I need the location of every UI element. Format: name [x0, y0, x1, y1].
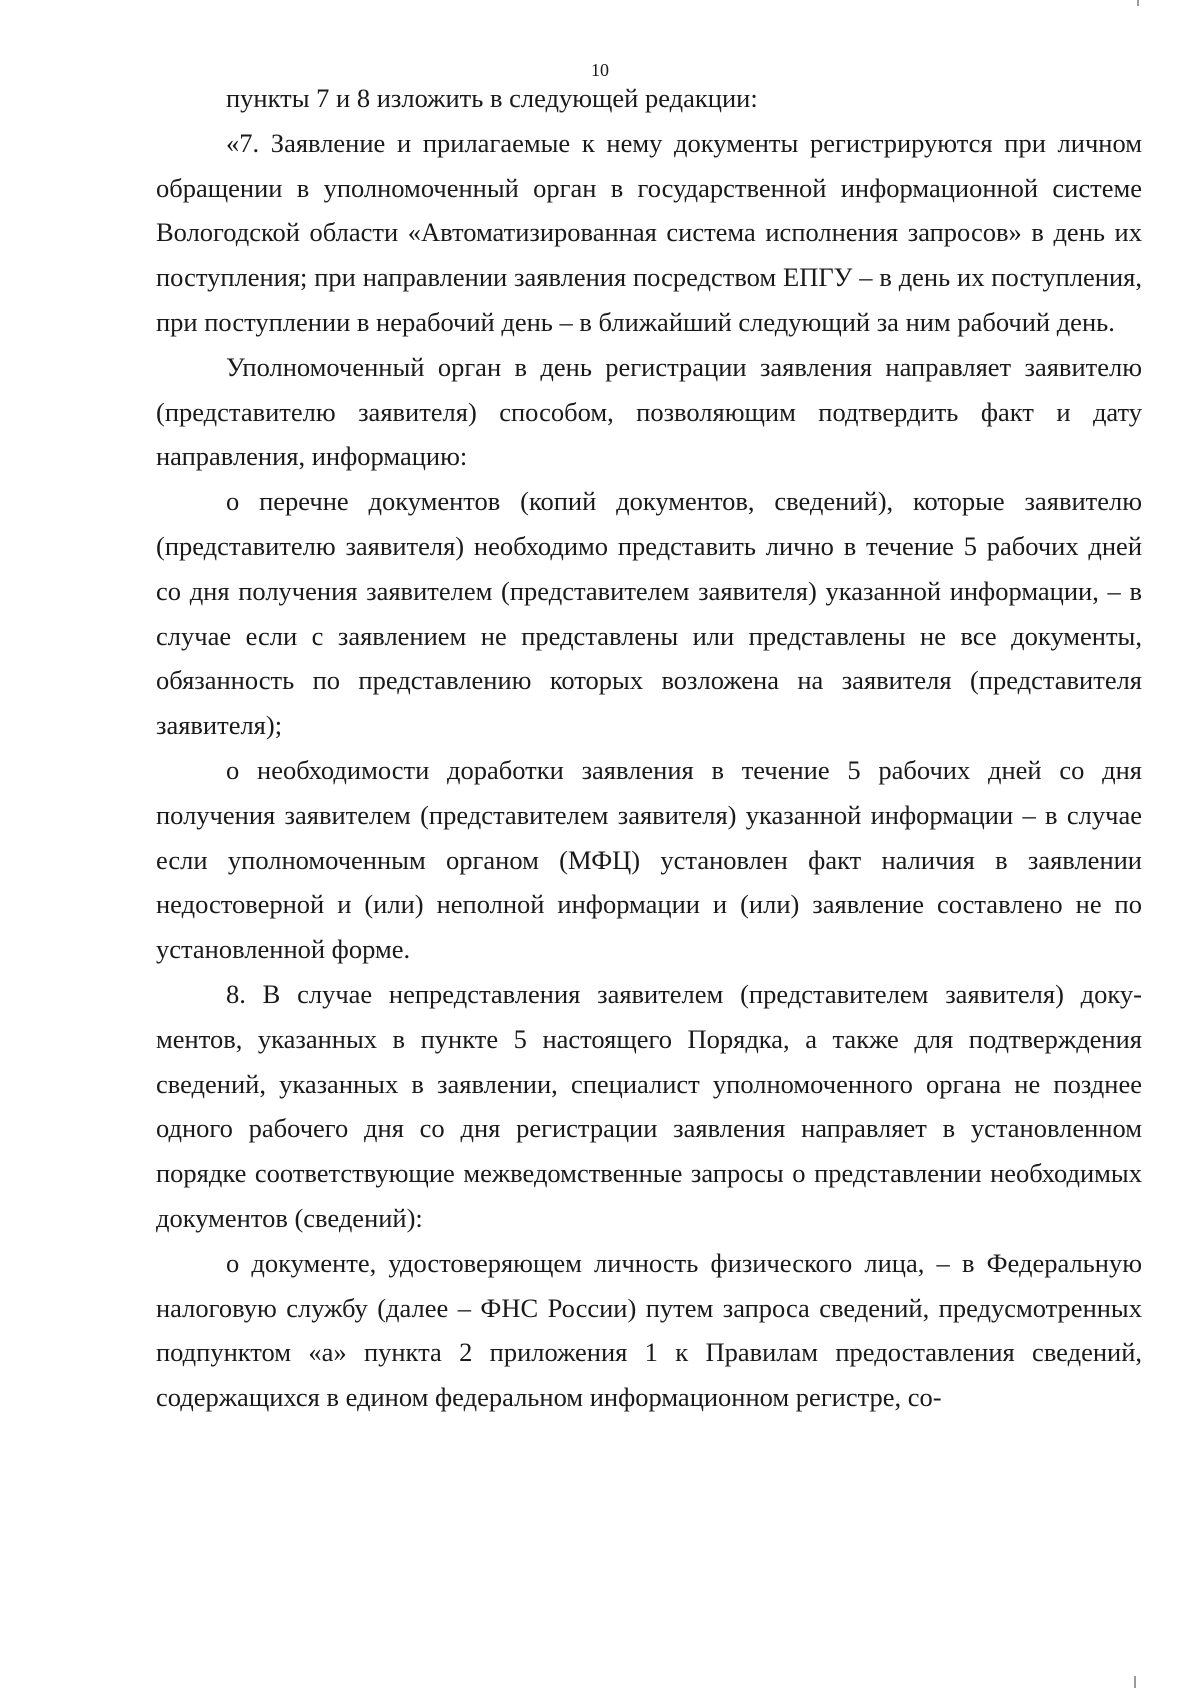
- scan-mark-bottom: [1134, 1676, 1136, 1688]
- paragraph-item-8: 8. В случае непредставления заявителем (представителем заявителя) документов, указанных в пункте 5 настоящего Порядка, а также для подтверждения сведений, указанных в заявлении, специалист уполномоченного органа не позднее одного рабочего дня со дня регистрации заявления направляет в установленном порядке соответствующие межведомственные запросы о представлении необходимых документов (сведений):: [156, 978, 1142, 1233]
- paragraph-item-7: «7. Заявление и прилагаемые к нему документы регистрируются при личном обращении в уполномоченный орган в государственной информационной системе Вологодской области «Автоматизированная система исполнения запросов» в день их поступления; при направлении заявления посредством ЕПГУ – в день их поступления, при поступлении в нерабочий день – в ближайший следующий за ним рабочий день.: [156, 127, 1142, 337]
- scan-mark-top: [1137, 0, 1139, 6]
- page-number: 10: [591, 60, 609, 80]
- paragraph-notification: Уполномоченный орган в день регистрации заявления направляет заявителю (представителю заявителя) способом, позволяющим подтвердить факт и дату направления, информацию:: [156, 351, 1142, 472]
- paragraph-identity-document: о документе, удостоверяющем личность физического лица, – в Федеральную налоговую службу (далее – ФНС России) путем запроса сведений, предусмотренных подпунктом «а» пункта 2 приложения 1 к Правилам предоставления сведений, содержащихся в едином федеральном информационном регистре, со-: [156, 1247, 1142, 1413]
- paragraph-intro: пункты 7 и 8 изложить в следующей редакции:: [226, 83, 758, 113]
- paragraph-document-list: о перечне документов (копий документов, сведений), которые заявителю (представителю заявителя) необходимо представить лично в течение 5 рабочих дней со дня получения заявителем (представителем заявителя) указанной информации, – в случае если с заявлением не представлены или представлены не все документы, обязанность по представлению которых возложена на заявителя (представителя заявителя);: [156, 486, 1142, 741]
- paragraph-revision: о необходимости доработки заявления в течение 5 рабочих дней со дня получения заявителем (представителем заявителя) указанной информации – в случае если уполномоченным органом (МФЦ) установлен факт наличия в заявлении недостоверной и (или) неполной информации и (или) заявление составлено не по установленной форме.: [156, 754, 1142, 965]
- document-body: [156, 76, 1142, 1420]
